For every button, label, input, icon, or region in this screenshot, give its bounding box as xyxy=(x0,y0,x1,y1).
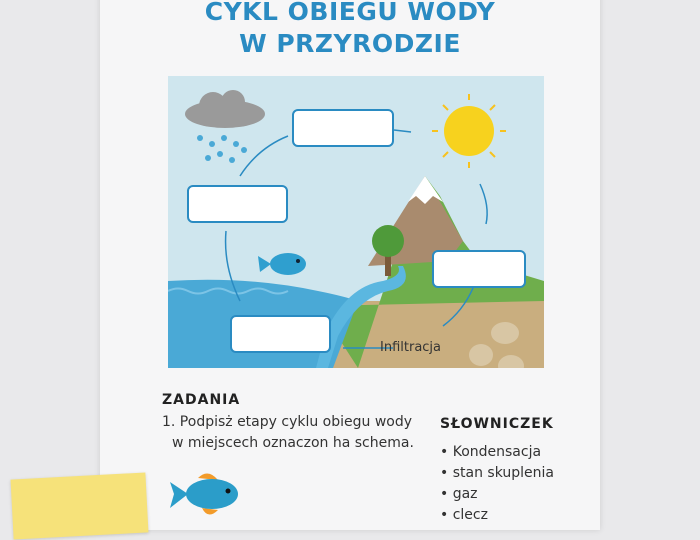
glossary-term: stan skuplenia xyxy=(452,465,554,481)
task-1-line-1: 1. Podpisż etapy cyklu obiegu wody xyxy=(162,414,413,430)
glossary-heading: SŁOWNICZEK xyxy=(440,416,554,432)
glossary-term: clecz xyxy=(452,507,488,523)
tasks-heading: ZADANIA xyxy=(162,392,241,408)
worksheet-title xyxy=(100,0,600,60)
glossary-item: • stan skuplenia xyxy=(440,465,554,481)
glossary-item: • gaz xyxy=(440,486,478,502)
title-line-2: W PRZYRODZIE xyxy=(239,29,461,58)
toy-fish-icon xyxy=(168,468,244,520)
glossary-term: gaz xyxy=(452,486,478,502)
label-box-condensation[interactable] xyxy=(293,110,393,146)
water-cycle-diagram xyxy=(168,76,544,368)
glossary-item: • Kondensacja xyxy=(440,444,542,460)
task-1-line-2: w miejscech oznaczon ha schema. xyxy=(172,435,414,451)
label-box-precipitation[interactable] xyxy=(188,186,287,222)
title-line-1: CYKL OBIEGU WODY xyxy=(204,0,496,26)
glossary-term: Kondensacja xyxy=(452,444,542,460)
sticky-note xyxy=(11,473,149,540)
infiltration-label: Infiltracja xyxy=(380,340,442,355)
label-box-evaporation[interactable] xyxy=(433,251,525,287)
glossary-item: • clecz xyxy=(440,507,488,523)
label-box-runoff[interactable] xyxy=(231,316,330,352)
